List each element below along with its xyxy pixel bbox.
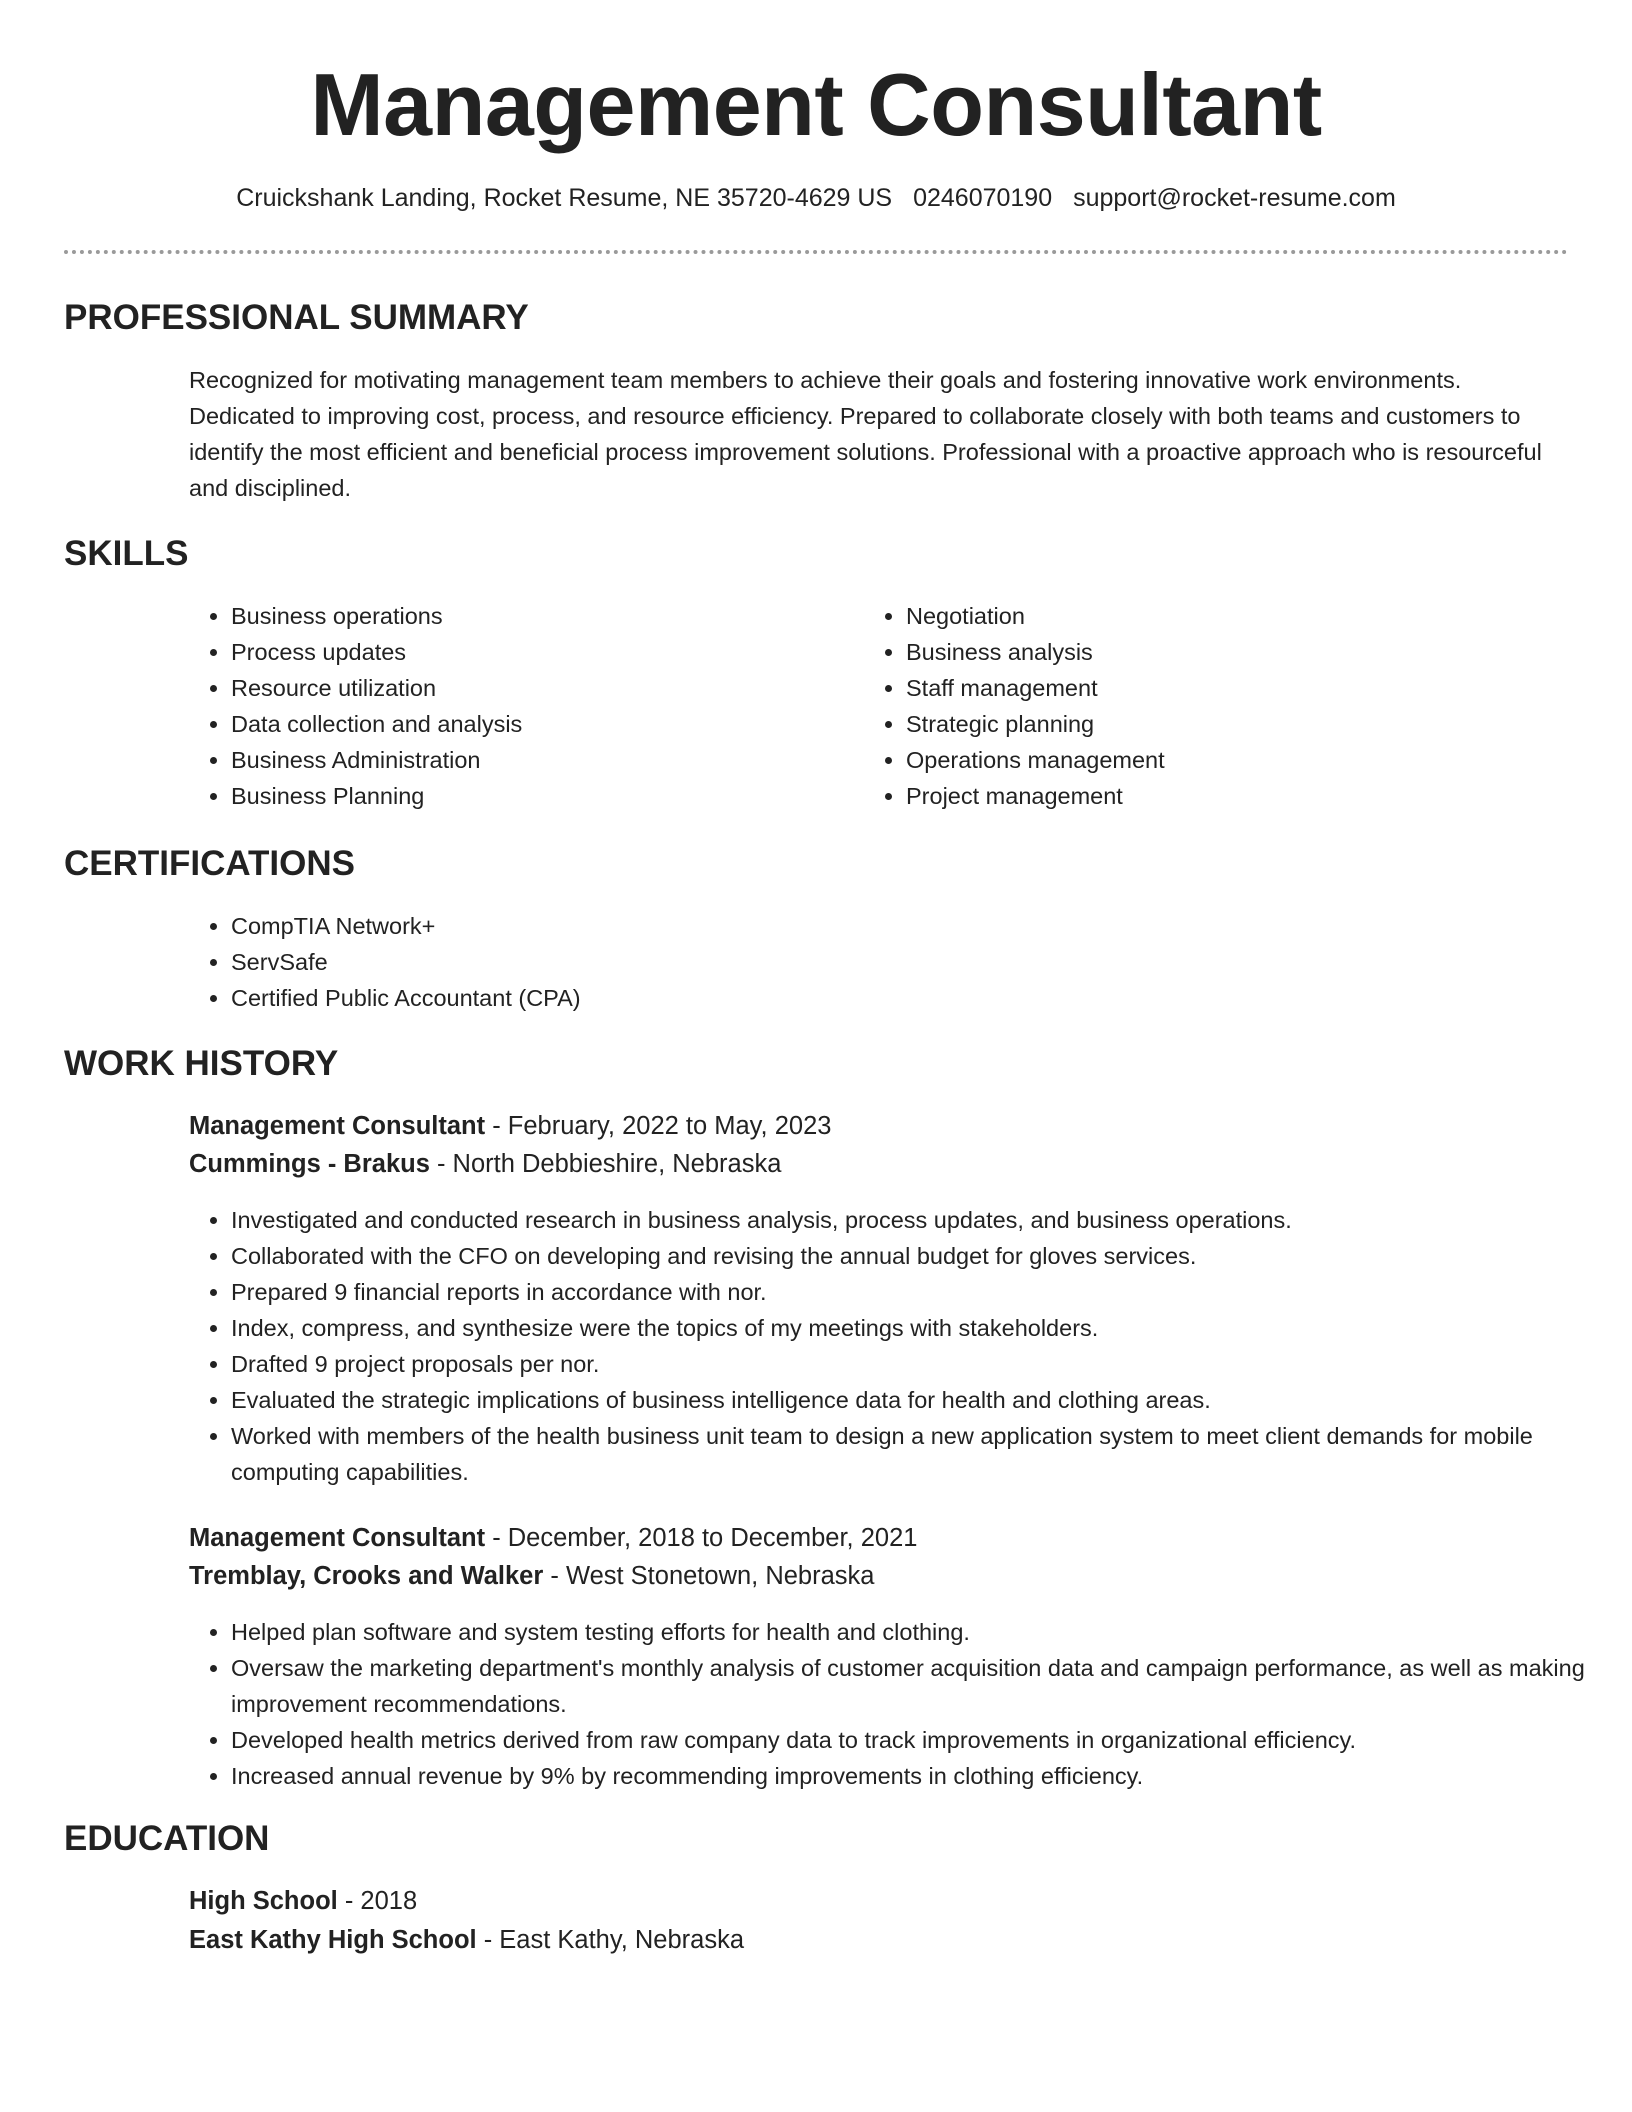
education-school-line	[189, 1921, 744, 1959]
education-location: - East Kathy, Nebraska	[476, 1926, 745, 1954]
job-dates: - December, 2018 to December, 2021	[485, 1524, 918, 1552]
education-year: - 2018	[337, 1887, 418, 1915]
summary-text: Recognized for motivating management team members to achieve their goals and fostering innovative work environments. Dedicated to improving cost, process, and resource efficiency. Prepared to collaborate closely with both teams and customers to identify the most efficient and beneficial process improvement solutions. Professional with a proactive approach who is resourceful and disciplined.	[189, 367, 1542, 501]
candidate-name: Management Consultant	[310, 55, 1322, 154]
job-title-line	[189, 1107, 831, 1145]
job-bullet: • Evaluated the strategic implications of business intelligence data for health and clothing areas.	[231, 1382, 1606, 1418]
job-location: - North Debbieshire, Nebraska	[429, 1150, 782, 1178]
skill-item: • Process updates	[231, 634, 831, 670]
skill-item: • Staff management	[906, 670, 1506, 706]
job-company: Tremblay, Crooks and Walker	[189, 1562, 544, 1590]
job-role: Management Consultant	[189, 1112, 486, 1140]
skills-heading: SKILLS	[64, 534, 189, 573]
job-bullet: • Investigated and conducted research in business analysis, process updates, and business operations.	[231, 1202, 1606, 1238]
job-bullets	[187, 1202, 1606, 1490]
job-bullet: • Increased annual revenue by 9% by recommending improvements in clothing efficiency.	[231, 1758, 1606, 1794]
certification-item: • CompTIA Network+	[231, 908, 1231, 944]
education-school: East Kathy High School	[189, 1926, 477, 1954]
job-company-line	[189, 1145, 781, 1183]
job-bullet: • Drafted 9 project proposals per nor.	[231, 1346, 1606, 1382]
contact-address: Cruickshank Landing, Rocket Resume, NE 35720-4629 US	[236, 184, 893, 212]
education-degree-line	[189, 1882, 417, 1920]
skill-item: • Data collection and analysis	[231, 706, 831, 742]
skill-item: • Resource utilization	[231, 670, 831, 706]
job-location: - West Stonetown, Nebraska	[543, 1562, 875, 1590]
certifications-heading: CERTIFICATIONS	[64, 844, 356, 883]
certification-item: • ServSafe	[231, 944, 1231, 980]
job-bullet: • Developed health metrics derived from raw company data to track improvements in organizational efficiency.	[231, 1722, 1606, 1758]
job-bullet: • Oversaw the marketing department's monthly analysis of customer acquisition data and campaign performance, as well as making improvement recommendations.	[231, 1650, 1606, 1722]
job-company: Cummings - Brakus	[189, 1150, 430, 1178]
summary-heading: PROFESSIONAL SUMMARY	[64, 298, 529, 337]
job-title-line	[189, 1519, 917, 1557]
skill-item: • Negotiation	[906, 598, 1506, 634]
job-bullet: • Helped plan software and system testing efforts for health and clothing.	[231, 1614, 1606, 1650]
job-company-line	[189, 1557, 874, 1595]
skill-item: • Business analysis	[906, 634, 1506, 670]
skills-list-left	[187, 598, 831, 814]
job-bullet: • Worked with members of the health business unit team to design a new application system to meet client demands for mobile computing capabilities.	[231, 1418, 1606, 1490]
certifications-list	[187, 908, 1231, 1016]
job-dates: - February, 2022 to May, 2023	[485, 1112, 832, 1140]
skill-item: • Business Administration	[231, 742, 831, 778]
contact-phone: 0246070190	[913, 184, 1053, 212]
education-degree: High School	[189, 1887, 338, 1915]
job-bullets	[187, 1614, 1606, 1794]
header-divider	[64, 250, 1568, 254]
job-bullet: • Index, compress, and synthesize were the topics of my meetings with stakeholders.	[231, 1310, 1606, 1346]
skill-item: • Business operations	[231, 598, 831, 634]
job-bullet: • Collaborated with the CFO on developing and revising the annual budget for gloves services.	[231, 1238, 1606, 1274]
work-history-heading: WORK HISTORY	[64, 1044, 339, 1083]
certification-item: • Certified Public Accountant (CPA)	[231, 980, 1231, 1016]
skill-item: • Strategic planning	[906, 706, 1506, 742]
skill-item: • Business Planning	[231, 778, 831, 814]
contact-email: support@rocket-resume.com	[1073, 184, 1396, 212]
skills-list-right	[862, 598, 1506, 814]
contact-line	[0, 180, 1632, 216]
education-heading: EDUCATION	[64, 1819, 270, 1858]
skill-item: • Operations management	[906, 742, 1506, 778]
skill-item: • Project management	[906, 778, 1506, 814]
job-role: Management Consultant	[189, 1524, 486, 1552]
job-bullet: • Prepared 9 financial reports in accordance with nor.	[231, 1274, 1606, 1310]
